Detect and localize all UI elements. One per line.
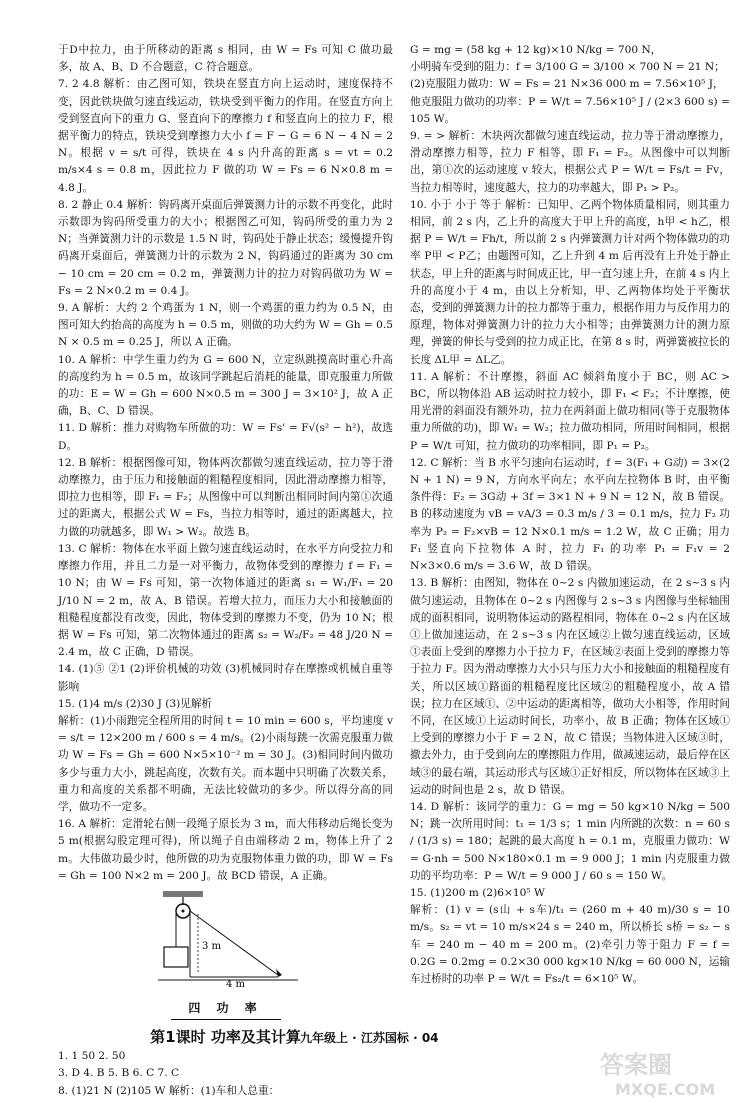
answer-7: 7. 2 4.8 解析：由乙图可知，铁块在竖直方向上运动时，速度保持不变，因此铁块做匀速直线运动，铁块受到平衡力的作用。在竖直方向上受到竖直向下的重力 G、竖直向下的摩擦力 f 和竖直向上的拉力 F，根据平衡力的特点，铁块受到摩擦力大小 f = F − G = 6 N − 4 N = 2 N。根据 v = s/t 可得，铁块在 4 s 内升高的距离 s = vt = 0.2 m/s×4 s = 0.8 m，因此拉力 F 做的功 W = Fs = 6 N×0.8 m = 4.8 J。 [58,78,393,194]
short-answers-2: 3. D 4. B 5. B 6. C 7. C [58,1067,180,1080]
answer-9: 9. = > 解析：木块两次都做匀速直线运动，拉力等于滑动摩擦力，滑动摩擦力相等，拉力 F 相等，即 F₁ = F₂。从图像中可以判断出，第①次的运动速度 v 较大，根据公式 P = W/t = Fs/t = Fv，当拉力相等时，速度越大，拉力的功率越大，即 P₁ > P₂。 [410,130,730,194]
height-label: 3 m [202,940,222,952]
person-marker [276,969,282,977]
watermark-logo [595,1045,740,1100]
short-answers-1: 1. 1 50 2. 50 [58,1050,126,1063]
answer-8-work: (2)克服阻力做功：W = Fs = 21 N×36 000 m = 7.56×10⁵ J， [410,78,724,91]
answer-8: 8. 2 静止 0.4 解析：钩码离开桌面后弹簧测力计的示数不再变化，此时示数即为钩码所受重力的大小；根据图乙可知，钩码所受的重力为 2 N；当弹簧测力计的示数是 1.5 N 时，钩码处于静止状态；缓慢提升钩码离开桌面后，弹簧测力计的示数为 2 N，钩码通过的距离为 30 cm − 10 cm = 20 cm = 0.2 m，弹簧测力计的拉力对钩码做功为 W = Fs = 2 N×0.2 m = 0.4 J。 [58,198,393,297]
pulley-figure [158,889,308,994]
answer-11: 11. A 解析：不计摩擦，斜面 AC 倾斜角度小于 BC，则 AC > BC，所以物体沿 AB 运动时拉力较小，即 F₁ < F₂；不计摩擦，使用光滑的斜面没有额外功，拉力在两斜面上做功相同(等于克服物体重力所做的功)，即 W₁ = W₂；拉力做功相同，所用时间相同，根据 P = W/t 可知，拉力做功的功率相同，即 P₁ = P₂。 [410,370,730,452]
answer-9: 9. A 解析：大约 2 个鸡蛋为 1 N，则一个鸡蛋的重力约为 0.5 N，由图可知大约抬高的高度为 h = 0.5 m，则做的功大约为 W = Gh = 0.5 N × 0.5 m = 0.25 J，所以 A 正确。 [58,302,393,349]
distance-label: 4 m [226,978,246,989]
page-footer: 九年级上 · 江苏国标 · 04 [300,1031,439,1045]
answer-13: 13. B 解析：由图知，物体在 0~2 s 内做加速运动，在 2 s~3 s 内做匀速运动，且物体在 0~2 s 内图像与 2 s~3 s 内图像与坐标轴围成的面积相同，说明物体运动的路程相同，物体在 0~2 s 内在区域①上做加速运动，在 2 s~3 s 内在区域②上做匀速直线运动，区域①表面上受到的摩擦力小于拉力 F，在区域②表面上受到的摩擦力等于拉力 F。因为滑动摩擦力大小只与压力大小和接触面的粗糙程度有关，所以区域①路面的粗糙程度比区域②的粗糙程度小，故 A 错误；拉力在区域①、②中运动的距离相等，做功大小相等，作用时间不同，在区域①上运动时间长，功率小，故 B 正确；物体在区域①上受到的摩擦力小于 F = 2 N，故 C 错误；当物体进入区域③时，撤去外力，由于受到向左的摩擦阻力作用，做减速运动，最后停在区域③的最右端，其运动形式与区域①正好相反，所以物体在区域③上运动的时间也是 2 s，故 D 错误。 [410,577,730,796]
answer-16: 16. A 解析：定滑轮右侧一段绳子原长为 3 m，而大伟移动后绳长变为 5 m(根据勾股定理可得)，所以绳子自由端移动 2 m，物体上升了 2 m。大伟做功最少时，他所做的功为克服物体重力做的功，即 W = Fs = Gh = 100 N×2 m = 200 J。故 BCD 错误，A 正确。 [58,818,393,882]
section-title: 四 功 率 [188,1000,263,1015]
answer-12: 12. C 解析：当 B 水平匀速向右运动时，f = 3(F₁ + G动) = 3×(2 N + 1 N) = 9 N，方向水平向左；水平向左拉物体 B 时，由平衡条件得：F₂ = 3G动 + 3f = 3×1 N + 9 N = 12 N，故 B 错误。B 的移动速度为 vB = vA/3 = 0.3 m/s / 3 = 0.1 m/s，拉力 F₂ 功率为 P₂ = F₂×vB = 12 N×0.1 m/s = 1.2 W，故 C 正确；用力 F₁ 竖直向下拉物体 A 时，拉力 F₁ 的功率 P₁ = F₁v = 2 N×3×0.6 m/s = 3.6 W，故 D 错误。 [410,456,730,573]
left-column [58,42,393,1100]
lesson-title: 第1课时 功率及其计算 [150,1028,301,1047]
answer-15: 15. (1)200 m (2)6×10⁵ W [410,886,545,899]
right-column [410,42,730,988]
answer-14: 14. D 解析：该同学的重力：G = mg = 50 kg×10 N/kg = 500 N；跳一次所用时间：t₁ = 1/3 s；1 min 内所跳的次数：n = 60 s / (1/3 s) = 180；起跳的最大高度 h = 0.1 m，克服重力做功：W = G·nh = 500 N×180×0.1 m = 9 000 J；1 min 内克服重力做功的平均功率：P = W/t = 9 000 J / 60 s = 150 W。 [410,800,730,882]
answer-15-explanation: 解析：(1)小雨跑完全程所用的时间 t = 10 min = 600 s，平均速度 v = s/t = 12×200 m / 600 s = 4 m/s。(2)小雨每跳一次需克服重力做功 W = Fs = Gh = 600 N×5×10⁻² m = 30 J。(3)相同时间内做功多少与重力大小，跳起高度，次数有关。而本题中只明确了次数关系，重力和高度的关系都不明确，无法比较做功的多少。所以得分高的同学，做功不一定多。 [58,714,393,813]
svg-text:答案圈: 答案圈 [600,1051,672,1079]
answer-14: 14. (1)⑤ ②1 (2)评价机械的功效 (3)机械同时存在摩擦或机械自重等影响 [58,663,393,693]
answer-15: 15. (1)4 m/s (2)30 J (3)见解析 [58,697,213,710]
answer-11: 11. D 解析：推力对购物车所做的功：W = Fs' = F√(s² − h²)，故选 D。 [58,422,393,452]
answer-15-explanation: 解析：(1) v = (s山 + s车)/t₁ = (260 m + 40 m)/30 s = 10 m/s。s₂ = vt = 10 m/s×24 s = 240 m，所以桥长 s桥 = s₂ − s车 = 240 m − 40 m = 200 m。(2)牵引力等于阻力 F = f = 0.2G = 0.2mg = 0.2×30 000 kg×10 N/kg = 60 000 N，运输车过桥时的功率 P = W/t = Fs₂/t = 6×10⁵ W。 [410,904,730,985]
short-answers-3: 8. (1)21 N (2)105 W 解析：(1)车和人总重： [58,1084,280,1097]
answer-12: 12. B 解析：根据图像可知，物体两次都做匀速直线运动，拉力等于滑动摩擦力，由于压力和接触面的粗糙程度相同，因此滑动摩擦力相等，即拉力也相等，即 F₁ = F₂；从图像中可以判断出相同时间内第①次通过的距离大，根据公式 W = Fs，当拉力相等时，通过的距离越大，拉力做的功就越多，即 W₁ > W₂。故选 B。 [58,456,393,538]
weight-block [164,947,188,967]
section-underline [171,1019,281,1020]
answer-10: 10. 小于 小于 等于 解析：已知甲、乙两个物体质量相同，则其重力相同，前 2 s 内，乙上升的高度大于甲上升的高度，h甲 < h乙，根据 P = W/t = Fh/t，所以前 2 s 内弹簧测力计对两个物体做功的功率 P甲 < P乙；由题图可知，乙上升到 4 m 后再没有上升处于静止状态，甲上升的距离与时间成正比，甲一直匀速上升，在前 4 s 内上升的高度小于 4 m，由以上分析知，甲、乙两物体均处于平衡状态，受到的弹簧测力计的拉力都等于重力，根据作用力与反作用力的原理，物体对弹簧测力计的拉力大小相等；由弹簧测力计的测力原理，弹簧的伸长与受到的拉力成正比，在第 8 s 时，两弹簧被拉长的长度 ΔL甲 = ΔL乙。 [410,198,730,366]
svg-text:MXQE.COM: MXQE.COM [615,1080,716,1099]
answer-8-power: 他克服阻力做功的功率：P = W/t = 7.56×10⁵ J / (2×3 600 s) = 105 W。 [410,95,730,125]
answer-13: 13. C 解析：物体在水平面上做匀速直线运动时，在水平方向受拉力和摩擦力作用，并且二力是一对平衡力，故物体受到的摩擦力 f = F₁ = 10 N；由 W = Fs 可知，第一次物体通过的距离 s₁ = W₁/F₁ = 20 J/10 N = 2 m，故 A、B 错误。若增大拉力，而压力大小和接触面的粗糙程度都没有改变，因此，物体受到的摩擦力不变，仍为 10 N；根据 W = Fs 可知，第二次物体通过的距离 s₂ = W₂/F₂ = 48 J/20 N = 2.4 m，故 C 正确，D 错误。 [58,542,393,659]
answer-8-weight: G = mg = (58 kg + 12 kg)×10 N/kg = 700 N， [410,44,662,56]
answer-6-tail: 于D中拉力，由于所移动的距离 s 相同，由 W = Fs 可知 C 做功最多，故 A、B、D 不合题意，C 符合题意。 [58,44,393,74]
answer-8-resistance: 小明骑车受到的阻力：f = 3/100 G = 3/100 × 700 N = 21 N； [410,61,725,74]
ceiling [163,891,203,897]
answer-10: 10. A 解析：中学生重力约为 G = 600 N，立定纵跳摸高时重心升高的高度约为 h = 0.5 m，故该同学跳起后消耗的能量，即克服重力所做的功：E = W = Gh = 600 N×0.5 m = 300 J = 3×10² J，故 A 正确，B、C、D 错误。 [58,353,393,418]
pulley-diagram [158,889,308,989]
